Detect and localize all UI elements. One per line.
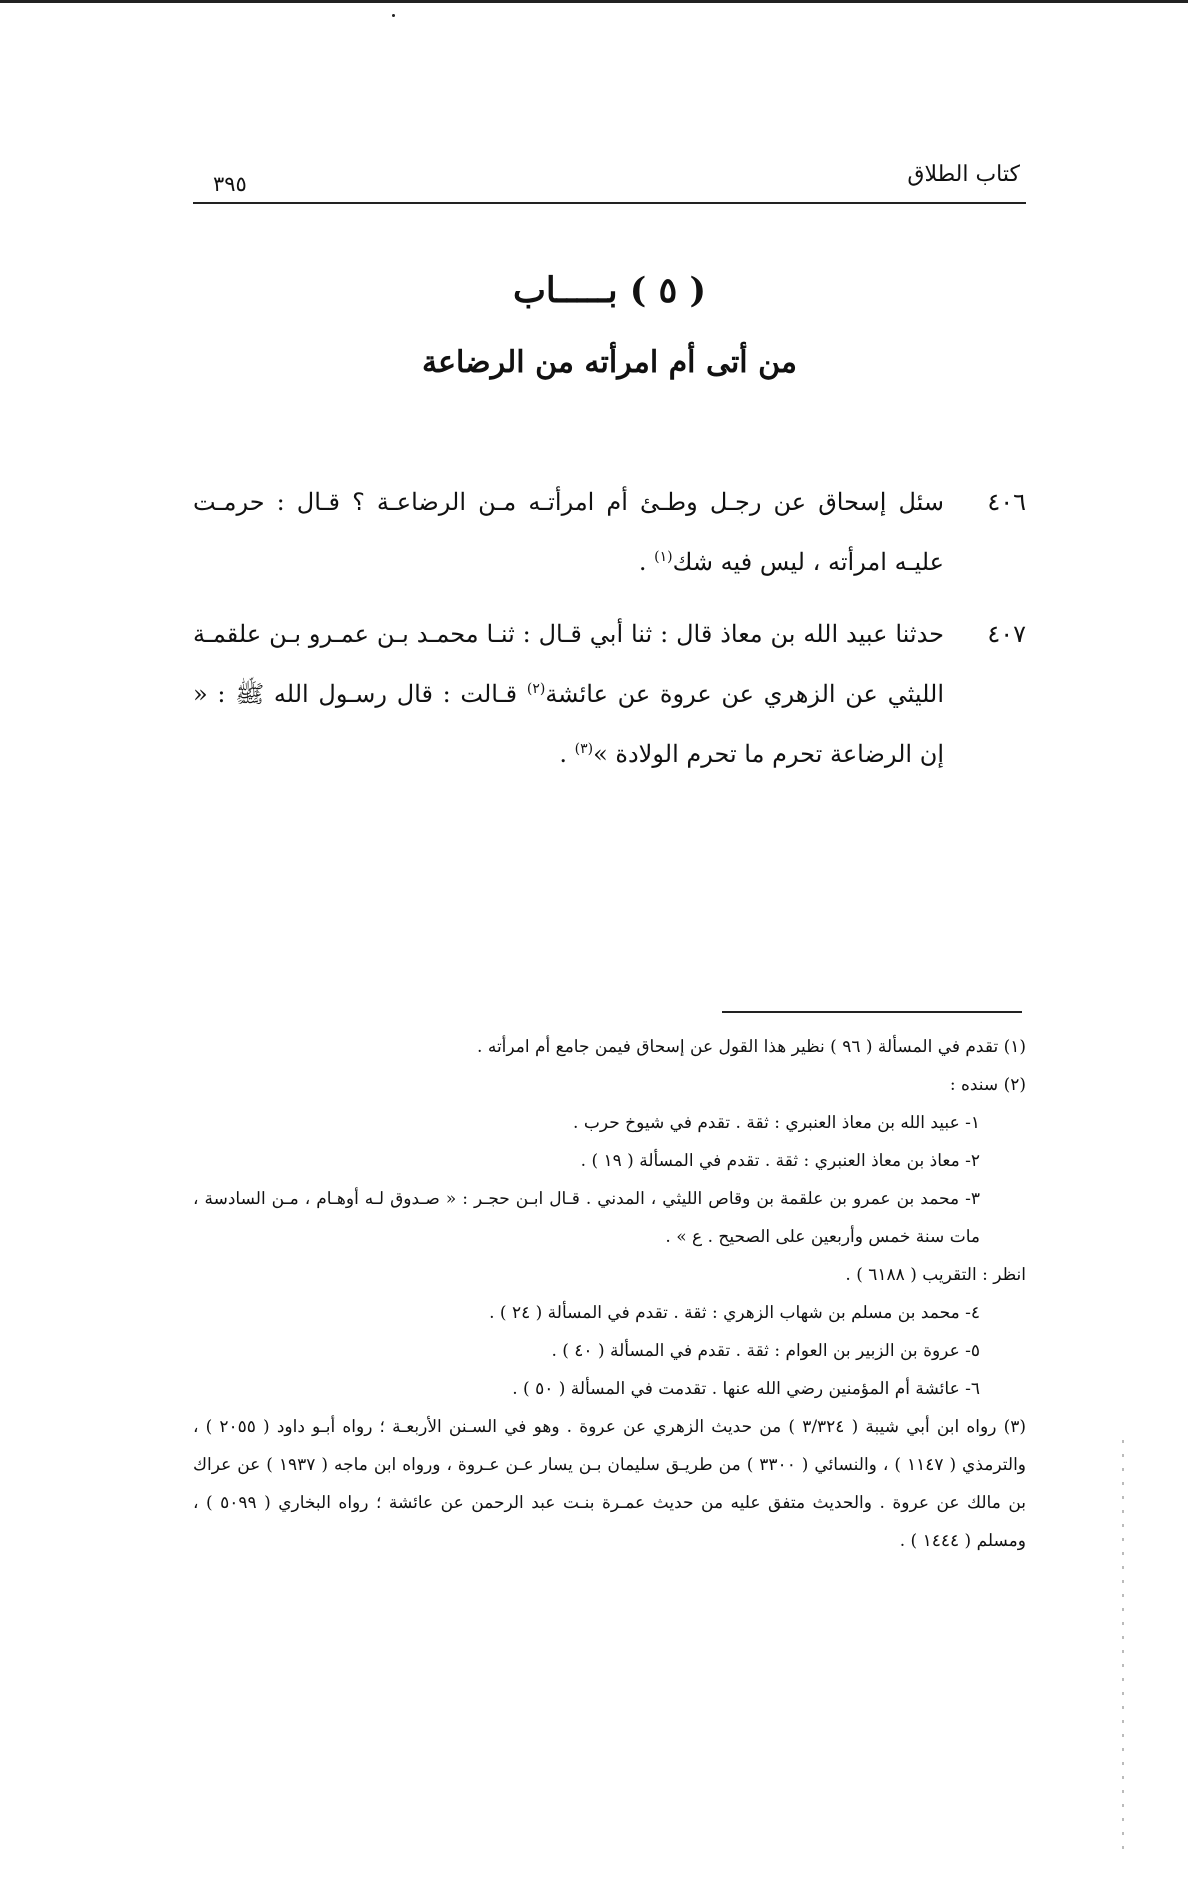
footnotes xyxy=(193,1028,1026,1560)
footnote-ref[interactable]: (٢) xyxy=(526,681,546,697)
scan-edge-marks xyxy=(1122,1440,1124,1860)
footnote-ref[interactable]: (١) xyxy=(654,549,673,565)
entry-end: . xyxy=(559,740,575,768)
chapter-title: من أتى أم امرأته من الرضاعة xyxy=(422,345,797,380)
footnote-2-heading: (٢) سنده : xyxy=(949,1075,1026,1095)
page-header xyxy=(193,160,1026,204)
chapter-heading: ( ٥ ) بـــــاب xyxy=(512,270,707,311)
scan-dot xyxy=(392,14,395,17)
footnote-2-item: ٥- عروة بن الزبير بن العوام : ثقة . تقدم في المسألة ( ٤٠ ) . xyxy=(551,1341,980,1361)
entry-body: سئل إسحاق عن رجـل وطـئ أم امرأتـه مـن الرضاعـة ؟ قـال : حرمـت عليـه امرأته ، ليس فيه شك xyxy=(193,488,944,576)
footnote-2-item: ٣- محمد بن عمرو بن علقمة بن وقاص الليثي ، المدني . قـال ابـن حجـر : « صـدوق لـه أوهـام ، مـن السادسة ، مات سنة خمس وأربعين على الصحيح . ع » . xyxy=(193,1189,980,1247)
footnote-3: (٣) رواه ابن أبي شيبة ( ٣/٣٢٤ ) من حديث الزهري عن عروة . وهو في السـنن الأربعـة ؛ رواه أبـو داود ( ٢٠٥٥ ) ، والترمذي ( ١١٤٧ ) ، والنسائي ( ٣٣٠٠ ) من طريـق سليمان بـن يسار عـن عـروة ، ورواه ابن ماجه ( ١٩٣٧ ) عن عراك بن مالك عن عروة . والحديث متفق عليه من حديث عمـرة بنـت عبد الرحمن عن عائشة ؛ رواه البخاري ( ٥٠٩٩ ) ، ومسلم ( ١٤٤٤ ) . xyxy=(193,1417,1027,1551)
entry-text xyxy=(193,472,944,592)
footnote-2-item: ٤- محمد بن مسلم بن شهاب الزهري : ثقة . تقدم في المسألة ( ٢٤ ) . xyxy=(489,1303,980,1323)
page-number: ٣٩٥ xyxy=(213,172,247,196)
footnote-2-item: ١- عبيد الله بن معاذ العنبري : ثقة . تقدم في شيوخ حرب . xyxy=(573,1113,980,1133)
entry-body-b: قـالت : قال رسـول الله ﷺ : « إن الرضاعة تحرم ما تحرم الولادة » xyxy=(193,680,944,768)
entry-number: ٤٠٦ xyxy=(987,488,1026,516)
footnote-ref[interactable]: (٣) xyxy=(574,741,594,757)
footnote-separator xyxy=(722,1011,1022,1013)
footnote-2-item: ٢- معاذ بن معاذ العنبري : ثقة . تقدم في المسألة ( ١٩ ) . xyxy=(580,1151,980,1171)
footnote-2-item: ٦- عائشة أم المؤمنين رضي الله عنها . تقدمت في المسألة ( ٥٠ ) . xyxy=(512,1379,980,1399)
entry-number: ٤٠٧ xyxy=(987,620,1026,648)
footnote-2-see: انظر : التقريب ( ٦١٨٨ ) . xyxy=(845,1265,1026,1285)
top-edge-rule xyxy=(0,0,1188,3)
entry-body-a: حدثنا عبيد الله بن معاذ قال : ثنا أبي قـال : ثنـا محمـد بـن عمـرو بـن علقمـة الليثي عن الزهري عن عروة عن عائشة xyxy=(193,620,945,708)
running-title: كتاب الطلاق xyxy=(907,162,1020,187)
entry-text xyxy=(193,604,944,784)
footnote-1: (١) تقدم في المسألة ( ٩٦ ) نظير هذا القول عن إسحاق فيمن جامع أم امرأته . xyxy=(477,1037,1026,1057)
entry-end: . xyxy=(638,548,655,576)
